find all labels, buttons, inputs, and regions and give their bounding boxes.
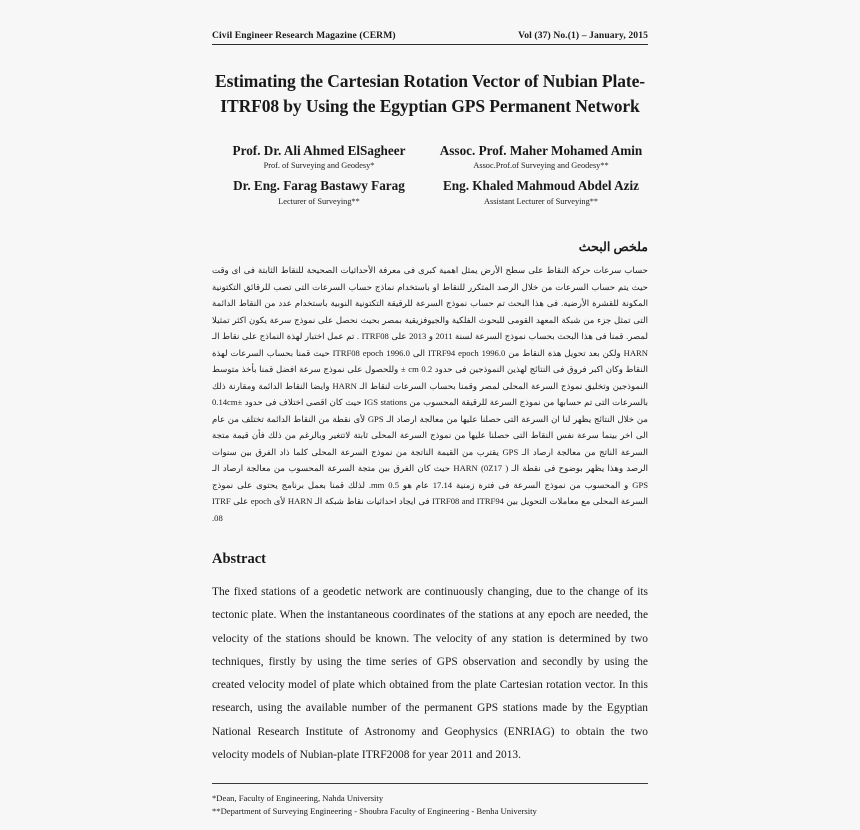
author-name: Eng. Khaled Mahmoud Abdel Aziz <box>442 178 639 194</box>
author-block <box>212 143 648 207</box>
footnote-divider <box>212 783 648 784</box>
arabic-abstract-section <box>212 239 648 526</box>
author-entry <box>430 178 648 207</box>
arabic-abstract-paragraph: حساب سرعات حركة النقاط على سطح الأرض يمثل اهمية كبرى فى معرفة الأحداثيات الصحيحة للنقاط الثابتة فى اى وقت حيث يتم حساب السرعات من خلال الرصد المتكرر للنقاط او باستخدام نماذج حساب السرعات التى تصب للرقائق التكتونية المكونة للقشرة الأرضية. فى هذا البحث تم حساب نموذج السرعة للرقيقة التكتونية النوبية باستخدام عدد من النقاط الدائمة التى تمثل جزء من شبكة المعهد القومى للبحوث الفلكية والجيوفزيقية بمصر بحيث نحصل على نموذج سرعة يكون اكثر تمثيلا لمصر. قمنا فى هذا البحث بحساب نموذج السرعة لسنة 2011 و 2013 على ITRF08 . تم عمل اختبار لهذة النماذج على نقاط الـ HARN ولكن بعد تحويل هذة النقاط من ITRF94 epoch 1996.0 الى ITRF08 epoch 1996.0 حيث قمنا بحساب السرعات لهذة النقاط وكان اكبر فروق فى النتائج لهذين النموذجين فى حدود 0.2 cm ± وللحصول على نموذج سرعة افضل قمنا بأخذ متوسط النموذجين وتخليق نموذج السرعة المحلى لمصر وقمنا بحساب السرعات لنقاط الـ HARN وايضا النقاط الدائمة ومقارنة ذلك بالسرعات التى تم حسابها من نموذج السرعة للرقيقة المحسوب من IGS stations حيث كان اقصى اختلاف فى حدود ±0.14cm من خلال النتائج يظهر لنا ان السرعة التى حصلنا عليها من معالجة ارصاد الـ GPS لأى نقطة من النقاط الدائمة تختلف من عام الى اخر بينما سرعة نفس النقاط التى حصلنا عليها من نموذج السرعة المحلى ثابتة لاتتغير وبالرغم من ذلك فأن قيمة متجة السرعة الناتج من معالجة ارصاد الـ GPS يقترب من القيمة الناتجة من نموذج السرعة المحلى كلما ذاد الفرق بين سنوات الرصد وهذا يظهر بوضوح فى نقطة الـ HARN (0Z17 ) حيث كان الفرق بين متجة السرعة المحسوب من معالجة ارصاد الـ GPS و المحسوب من نموذج السرعة فى فترة زمنية 17.14 عام هو 0.5 mm. لذلك قمنا بعمل برنامج يحتوى على نموذج السرعة المحلى مع معاملات التحويل بين ITRF08 and ITRF94 فى ايجاد احداثيات نقاط شبكة الـ HARN لأى epoch على ITRF 08. <box>212 265 649 523</box>
abstract-heading: Abstract <box>212 551 266 568</box>
author-entry <box>430 143 648 172</box>
issue-info: Vol (37) No.(1) – January, 2015 <box>518 30 648 41</box>
author-entry <box>212 143 430 172</box>
author-affiliation: Assoc.Prof.of Surveying and Geodesy** <box>473 161 609 171</box>
footnote-block <box>212 792 648 817</box>
author-entry <box>212 178 430 207</box>
author-row <box>212 178 648 207</box>
author-affiliation: Lecturer of Surveying** <box>278 196 360 206</box>
author-name: Assoc. Prof. Maher Mohamed Amin <box>439 142 643 158</box>
author-name: Prof. Dr. Ali Ahmed ElSagheer <box>232 142 406 158</box>
journal-name: Civil Engineer Research Magazine (CERM) <box>212 30 396 41</box>
footnote-line: *Dean, Faculty of Engineering, Nahda University <box>212 793 384 804</box>
page-content <box>212 30 648 818</box>
abstract-paragraph: The fixed stations of a geodetic network are continuously changing, due to the change of its tectonic plate. When the instantaneous coordinates of the stations at any epoch are needed, the velocity of the stations should be known. The velocity of any station is determined by two techniques, firstly by using the time series of GPS observation and secondly by using the created velocity model of plate which obtained from the plate Cartesian rotation vector. In this research, using the available number of the permanent GPS stations made by the Egyptian National Research Institute of Astronomy and Geophysics (ENRIAG) to obtain the two velocity models of Nubian-plate ITRF2008 for year 2011 and 2013. <box>212 586 648 761</box>
author-affiliation: Assistant Lecturer of Surveying** <box>483 196 599 206</box>
arabic-abstract-body <box>212 262 648 526</box>
page-title: Estimating the Cartesian Rotation Vector of Nubian Plate-ITRF08 by Using the Egyptian GPS Permanent Network <box>215 71 645 116</box>
author-name: Dr. Eng. Farag Bastawy Farag <box>233 178 405 194</box>
author-row <box>212 143 648 172</box>
abstract-body <box>212 581 648 767</box>
footnote-line: **Department of Surveying Engineering - Shoubra Faculty of Engineering - Benha University <box>212 805 537 816</box>
running-head <box>212 30 648 45</box>
arabic-abstract-heading: ملخص البحث <box>578 240 648 255</box>
author-affiliation: Prof. of Surveying and Geodesy* <box>263 161 375 171</box>
